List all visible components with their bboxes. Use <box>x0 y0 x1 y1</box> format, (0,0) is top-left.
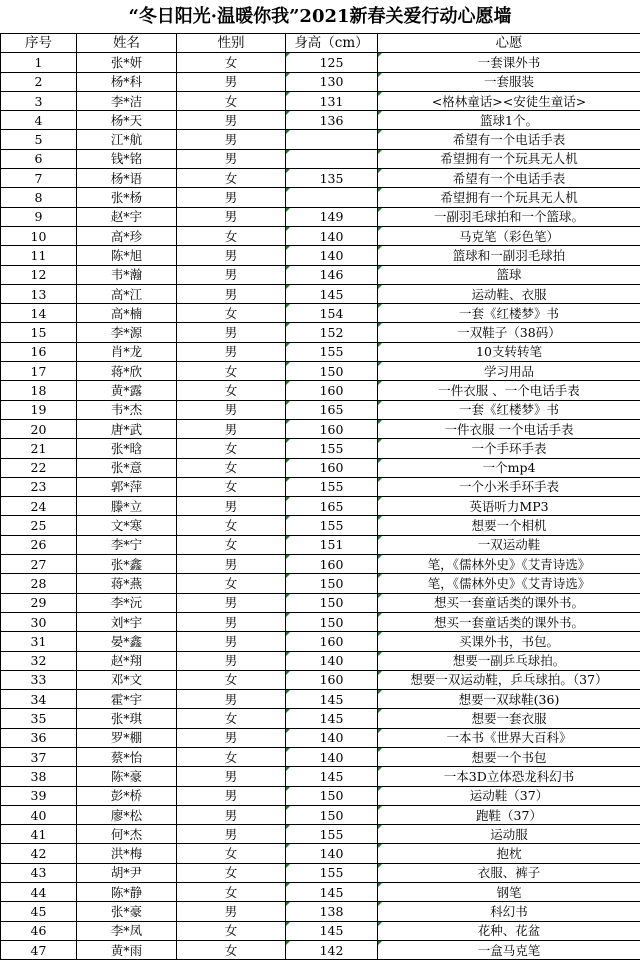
height-cell: 140 <box>286 651 378 670</box>
row-number-cell: 17 <box>1 362 77 381</box>
table-row <box>1 130 640 149</box>
gender-cell: 男 <box>177 400 286 419</box>
wish-cell: 想要一套衣服 <box>378 709 640 728</box>
table-row <box>1 497 640 516</box>
name-cell: 韦*瀚 <box>77 265 177 284</box>
name-cell: 陈*旭 <box>77 246 177 265</box>
name-cell: 邓*文 <box>77 670 177 689</box>
name-cell: 赵*翔 <box>77 651 177 670</box>
gender-cell: 女 <box>177 439 286 458</box>
wish-cell: 想要一个书包 <box>378 747 640 766</box>
row-number-cell: 15 <box>1 323 77 342</box>
table-row <box>1 555 640 574</box>
row-number-cell: 45 <box>1 902 77 921</box>
wish-cell: 一套服装 <box>378 72 640 91</box>
table-row <box>1 690 640 709</box>
table-row <box>1 516 640 535</box>
name-cell: 韦*杰 <box>77 400 177 419</box>
row-number-cell: 7 <box>1 169 77 188</box>
wish-cell: 运动鞋（37） <box>378 786 640 805</box>
gender-cell: 女 <box>177 863 286 882</box>
height-cell: 140 <box>286 844 378 863</box>
table-row <box>1 342 640 361</box>
row-number-cell: 13 <box>1 284 77 303</box>
wish-cell: 希望有一个电话手表 <box>378 169 640 188</box>
table-row <box>1 902 640 921</box>
name-cell: 高*楠 <box>77 304 177 323</box>
wish-cell: 一盒马克笔 <box>378 940 640 959</box>
gender-cell: 男 <box>177 419 286 438</box>
height-cell: 142 <box>286 940 378 959</box>
wish-cell: 一套课外书 <box>378 53 640 72</box>
wish-cell: 想买一套童话类的课外书。 <box>378 612 640 631</box>
header-number: 序号 <box>1 34 77 53</box>
table-header-row <box>1 34 640 53</box>
wish-cell: 笔，《儒林外史》《艾青诗选》 <box>378 574 640 593</box>
gender-cell: 男 <box>177 284 286 303</box>
height-cell: 160 <box>286 555 378 574</box>
height-cell: 150 <box>286 612 378 631</box>
height-cell: 140 <box>286 728 378 747</box>
height-cell: 130 <box>286 72 378 91</box>
table-row <box>1 323 640 342</box>
gender-cell: 男 <box>177 728 286 747</box>
wish-cell: 篮球 <box>378 265 640 284</box>
name-cell: 罗*棚 <box>77 728 177 747</box>
wish-cell: 一双鞋子（38码） <box>378 323 640 342</box>
wish-cell: 一副羽毛球拍和一个篮球。 <box>378 207 640 226</box>
height-cell: 155 <box>286 477 378 496</box>
wish-cell: 想要一副乒乓球拍。 <box>378 651 640 670</box>
row-number-cell: 40 <box>1 805 77 824</box>
gender-cell: 男 <box>177 786 286 805</box>
table-row <box>1 91 640 110</box>
table-row <box>1 844 640 863</box>
row-number-cell: 30 <box>1 612 77 631</box>
height-cell: 149 <box>286 207 378 226</box>
row-number-cell: 34 <box>1 690 77 709</box>
table-row <box>1 149 640 168</box>
gender-cell: 男 <box>177 111 286 130</box>
table-row <box>1 709 640 728</box>
height-cell: 160 <box>286 419 378 438</box>
row-number-cell: 43 <box>1 863 77 882</box>
table-row <box>1 458 640 477</box>
gender-cell: 男 <box>177 149 286 168</box>
table-row <box>1 226 640 245</box>
height-cell: 160 <box>286 381 378 400</box>
name-cell: 高*珍 <box>77 226 177 245</box>
name-cell: 滕*立 <box>77 497 177 516</box>
height-cell: 165 <box>286 497 378 516</box>
wish-cell: 希望拥有一个玩具无人机 <box>378 149 640 168</box>
table-row <box>1 381 640 400</box>
wish-cell: 一件衣服 、一个电话手表 <box>378 381 640 400</box>
name-cell: 黄*雨 <box>77 940 177 959</box>
height-cell <box>286 188 378 207</box>
wish-cell: 10支转转笔 <box>378 342 640 361</box>
name-cell: 杨*天 <box>77 111 177 130</box>
row-number-cell: 41 <box>1 825 77 844</box>
gender-cell: 男 <box>177 188 286 207</box>
gender-cell: 男 <box>177 555 286 574</box>
gender-cell: 男 <box>177 593 286 612</box>
wish-cell: 科幻书 <box>378 902 640 921</box>
row-number-cell: 38 <box>1 767 77 786</box>
name-cell: 张*晗 <box>77 439 177 458</box>
table-row <box>1 477 640 496</box>
name-cell: 彭*桥 <box>77 786 177 805</box>
gender-cell: 女 <box>177 304 286 323</box>
wish-cell: 花种、花盆 <box>378 921 640 940</box>
row-number-cell: 11 <box>1 246 77 265</box>
table-row <box>1 921 640 940</box>
gender-cell: 女 <box>177 883 286 902</box>
name-cell: 陈*豪 <box>77 767 177 786</box>
name-cell: 蒋*燕 <box>77 574 177 593</box>
name-cell: 唐*武 <box>77 419 177 438</box>
wish-cell: 一双运动鞋 <box>378 535 640 554</box>
table-row <box>1 207 640 226</box>
name-cell: 张*杨 <box>77 188 177 207</box>
height-cell: 165 <box>286 400 378 419</box>
table-row <box>1 940 640 959</box>
wish-cell: 运动服 <box>378 825 640 844</box>
gender-cell: 女 <box>177 940 286 959</box>
name-cell: 杨*语 <box>77 169 177 188</box>
header-wish: 心愿 <box>378 34 640 53</box>
height-cell: 145 <box>286 709 378 728</box>
name-cell: 张*琪 <box>77 709 177 728</box>
wish-cell: 笔，《儒林外史》《艾青诗选》 <box>378 555 640 574</box>
table-row <box>1 767 640 786</box>
row-number-cell: 32 <box>1 651 77 670</box>
row-number-cell: 2 <box>1 72 77 91</box>
row-number-cell: 20 <box>1 419 77 438</box>
name-cell: 蔡*怡 <box>77 747 177 766</box>
height-cell: 136 <box>286 111 378 130</box>
gender-cell: 男 <box>177 612 286 631</box>
row-number-cell: 42 <box>1 844 77 863</box>
name-cell: 洪*梅 <box>77 844 177 863</box>
row-number-cell: 24 <box>1 497 77 516</box>
table-row <box>1 786 640 805</box>
name-cell: 蒋*欣 <box>77 362 177 381</box>
row-number-cell: 44 <box>1 883 77 902</box>
header-gender: 性别 <box>177 34 286 53</box>
wish-cell: 想要一双球鞋(36) <box>378 690 640 709</box>
wish-cell: 一套《红楼梦》书 <box>378 304 640 323</box>
wish-cell: 马克笔（彩色笔） <box>378 226 640 245</box>
gender-cell: 女 <box>177 477 286 496</box>
table-row <box>1 805 640 824</box>
wish-cell: <格林童话><安徒生童话> <box>378 91 640 110</box>
row-number-cell: 33 <box>1 670 77 689</box>
wish-cell: 学习用品 <box>378 362 640 381</box>
height-cell: 135 <box>286 169 378 188</box>
gender-cell: 男 <box>177 805 286 824</box>
row-number-cell: 25 <box>1 516 77 535</box>
wish-cell: 一个mp4 <box>378 458 640 477</box>
table-row <box>1 284 640 303</box>
gender-cell: 男 <box>177 72 286 91</box>
height-cell <box>286 130 378 149</box>
gender-cell: 男 <box>177 323 286 342</box>
wish-cell: 希望拥有一个玩具无人机 <box>378 188 640 207</box>
height-cell: 140 <box>286 246 378 265</box>
wish-cell: 一个小米手环手表 <box>378 477 640 496</box>
page-title: “冬日阳光·温暖你我”2021新春关爱行动心愿墙 <box>0 0 640 33</box>
table-row <box>1 574 640 593</box>
row-number-cell: 35 <box>1 709 77 728</box>
table-row <box>1 670 640 689</box>
name-cell: 江*航 <box>77 130 177 149</box>
wish-cell: 想要一个相机 <box>378 516 640 535</box>
height-cell: 150 <box>286 805 378 824</box>
wish-cell: 篮球1个。 <box>378 111 640 130</box>
name-cell: 霍*宇 <box>77 690 177 709</box>
name-cell: 刘*宇 <box>77 612 177 631</box>
row-number-cell: 23 <box>1 477 77 496</box>
name-cell: 李*沅 <box>77 593 177 612</box>
row-number-cell: 12 <box>1 265 77 284</box>
table-row <box>1 53 640 72</box>
gender-cell: 女 <box>177 458 286 477</box>
gender-cell: 男 <box>177 767 286 786</box>
row-number-cell: 8 <box>1 188 77 207</box>
height-cell: 150 <box>286 786 378 805</box>
height-cell: 155 <box>286 825 378 844</box>
name-cell: 晏*鑫 <box>77 632 177 651</box>
row-number-cell: 5 <box>1 130 77 149</box>
table-row <box>1 111 640 130</box>
row-number-cell: 1 <box>1 53 77 72</box>
height-cell: 155 <box>286 439 378 458</box>
height-cell: 150 <box>286 574 378 593</box>
gender-cell: 女 <box>177 91 286 110</box>
wish-cell: 希望有一个电话手表 <box>378 130 640 149</box>
height-cell: 152 <box>286 323 378 342</box>
height-cell <box>286 149 378 168</box>
wish-cell: 一本3D立体恐龙科幻书 <box>378 767 640 786</box>
gender-cell: 女 <box>177 381 286 400</box>
table-body <box>1 53 640 960</box>
gender-cell: 男 <box>177 246 286 265</box>
height-cell: 155 <box>286 342 378 361</box>
table-row <box>1 612 640 631</box>
wish-cell: 一套《红楼梦》书 <box>378 400 640 419</box>
gender-cell: 男 <box>177 130 286 149</box>
name-cell: 胡*尹 <box>77 863 177 882</box>
gender-cell: 女 <box>177 226 286 245</box>
name-cell: 李*凤 <box>77 921 177 940</box>
height-cell: 160 <box>286 632 378 651</box>
gender-cell: 男 <box>177 265 286 284</box>
table-row <box>1 883 640 902</box>
gender-cell: 女 <box>177 535 286 554</box>
row-number-cell: 26 <box>1 535 77 554</box>
height-cell: 150 <box>286 593 378 612</box>
wish-cell: 一件衣服 一个电话手表 <box>378 419 640 438</box>
row-number-cell: 36 <box>1 728 77 747</box>
row-number-cell: 39 <box>1 786 77 805</box>
gender-cell: 女 <box>177 844 286 863</box>
wish-cell: 篮球和一副羽毛球拍 <box>378 246 640 265</box>
gender-cell: 男 <box>177 690 286 709</box>
table-row <box>1 825 640 844</box>
gender-cell: 男 <box>177 902 286 921</box>
height-cell: 140 <box>286 747 378 766</box>
table-row <box>1 439 640 458</box>
header-name: 姓名 <box>77 34 177 53</box>
row-number-cell: 14 <box>1 304 77 323</box>
row-number-cell: 9 <box>1 207 77 226</box>
wish-cell: 衣服、裤子 <box>378 863 640 882</box>
name-cell: 张*豪 <box>77 902 177 921</box>
table-row <box>1 728 640 747</box>
name-cell: 赵*宇 <box>77 207 177 226</box>
gender-cell: 女 <box>177 574 286 593</box>
row-number-cell: 22 <box>1 458 77 477</box>
table-row <box>1 362 640 381</box>
gender-cell: 男 <box>177 651 286 670</box>
wish-cell: 运动鞋、衣服 <box>378 284 640 303</box>
gender-cell: 女 <box>177 516 286 535</box>
wish-cell: 跑鞋（37） <box>378 805 640 824</box>
name-cell: 何*杰 <box>77 825 177 844</box>
table-row <box>1 265 640 284</box>
name-cell: 张*意 <box>77 458 177 477</box>
gender-cell: 男 <box>177 497 286 516</box>
table-row <box>1 747 640 766</box>
gender-cell: 女 <box>177 747 286 766</box>
gender-cell: 男 <box>177 632 286 651</box>
name-cell: 李*宁 <box>77 535 177 554</box>
name-cell: 张*鑫 <box>77 555 177 574</box>
height-cell: 145 <box>286 883 378 902</box>
name-cell: 郭*萍 <box>77 477 177 496</box>
row-number-cell: 4 <box>1 111 77 130</box>
height-cell: 145 <box>286 284 378 303</box>
height-cell: 151 <box>286 535 378 554</box>
row-number-cell: 10 <box>1 226 77 245</box>
row-number-cell: 37 <box>1 747 77 766</box>
height-cell: 125 <box>286 53 378 72</box>
name-cell: 廖*松 <box>77 805 177 824</box>
row-number-cell: 28 <box>1 574 77 593</box>
table-row <box>1 419 640 438</box>
table-row <box>1 246 640 265</box>
row-number-cell: 46 <box>1 921 77 940</box>
wish-cell: 英语听力MP3 <box>378 497 640 516</box>
height-cell: 160 <box>286 670 378 689</box>
height-cell: 131 <box>286 91 378 110</box>
wish-cell: 抱枕 <box>378 844 640 863</box>
name-cell: 文*寒 <box>77 516 177 535</box>
row-number-cell: 6 <box>1 149 77 168</box>
height-cell: 138 <box>286 902 378 921</box>
name-cell: 钱*铭 <box>77 149 177 168</box>
name-cell: 李*洁 <box>77 91 177 110</box>
table-row <box>1 593 640 612</box>
wish-cell: 一个手环手表 <box>378 439 640 458</box>
wish-table <box>0 33 640 960</box>
header-height: 身高（cm） <box>286 34 378 53</box>
gender-cell: 女 <box>177 709 286 728</box>
height-cell: 140 <box>286 226 378 245</box>
gender-cell: 女 <box>177 670 286 689</box>
gender-cell: 女 <box>177 53 286 72</box>
table-row <box>1 535 640 554</box>
wish-cell: 想买一套童话类的课外书。 <box>378 593 640 612</box>
table-row <box>1 72 640 91</box>
wish-cell: 一本书《世界大百科》 <box>378 728 640 747</box>
name-cell: 张*妍 <box>77 53 177 72</box>
row-number-cell: 47 <box>1 940 77 959</box>
table-row <box>1 651 640 670</box>
table-row <box>1 169 640 188</box>
gender-cell: 女 <box>177 169 286 188</box>
table-row <box>1 304 640 323</box>
name-cell: 高*江 <box>77 284 177 303</box>
wish-cell: 买课外书，书包。 <box>378 632 640 651</box>
name-cell: 李*源 <box>77 323 177 342</box>
height-cell: 155 <box>286 863 378 882</box>
row-number-cell: 31 <box>1 632 77 651</box>
row-number-cell: 27 <box>1 555 77 574</box>
name-cell: 杨*科 <box>77 72 177 91</box>
row-number-cell: 16 <box>1 342 77 361</box>
row-number-cell: 18 <box>1 381 77 400</box>
table-row <box>1 188 640 207</box>
name-cell: 黄*露 <box>77 381 177 400</box>
row-number-cell: 29 <box>1 593 77 612</box>
height-cell: 145 <box>286 921 378 940</box>
table-row <box>1 863 640 882</box>
height-cell: 145 <box>286 767 378 786</box>
gender-cell: 男 <box>177 825 286 844</box>
height-cell: 146 <box>286 265 378 284</box>
row-number-cell: 19 <box>1 400 77 419</box>
gender-cell: 男 <box>177 342 286 361</box>
name-cell: 肖*龙 <box>77 342 177 361</box>
gender-cell: 女 <box>177 362 286 381</box>
table-row <box>1 632 640 651</box>
height-cell: 155 <box>286 516 378 535</box>
gender-cell: 男 <box>177 207 286 226</box>
table-row <box>1 400 640 419</box>
height-cell: 160 <box>286 458 378 477</box>
wish-cell: 想要一双运动鞋，乒乓球拍。（37） <box>378 670 640 689</box>
height-cell: 154 <box>286 304 378 323</box>
height-cell: 145 <box>286 690 378 709</box>
gender-cell: 女 <box>177 921 286 940</box>
row-number-cell: 21 <box>1 439 77 458</box>
name-cell: 陈*静 <box>77 883 177 902</box>
wish-cell: 钢笔 <box>378 883 640 902</box>
height-cell: 150 <box>286 362 378 381</box>
row-number-cell: 3 <box>1 91 77 110</box>
